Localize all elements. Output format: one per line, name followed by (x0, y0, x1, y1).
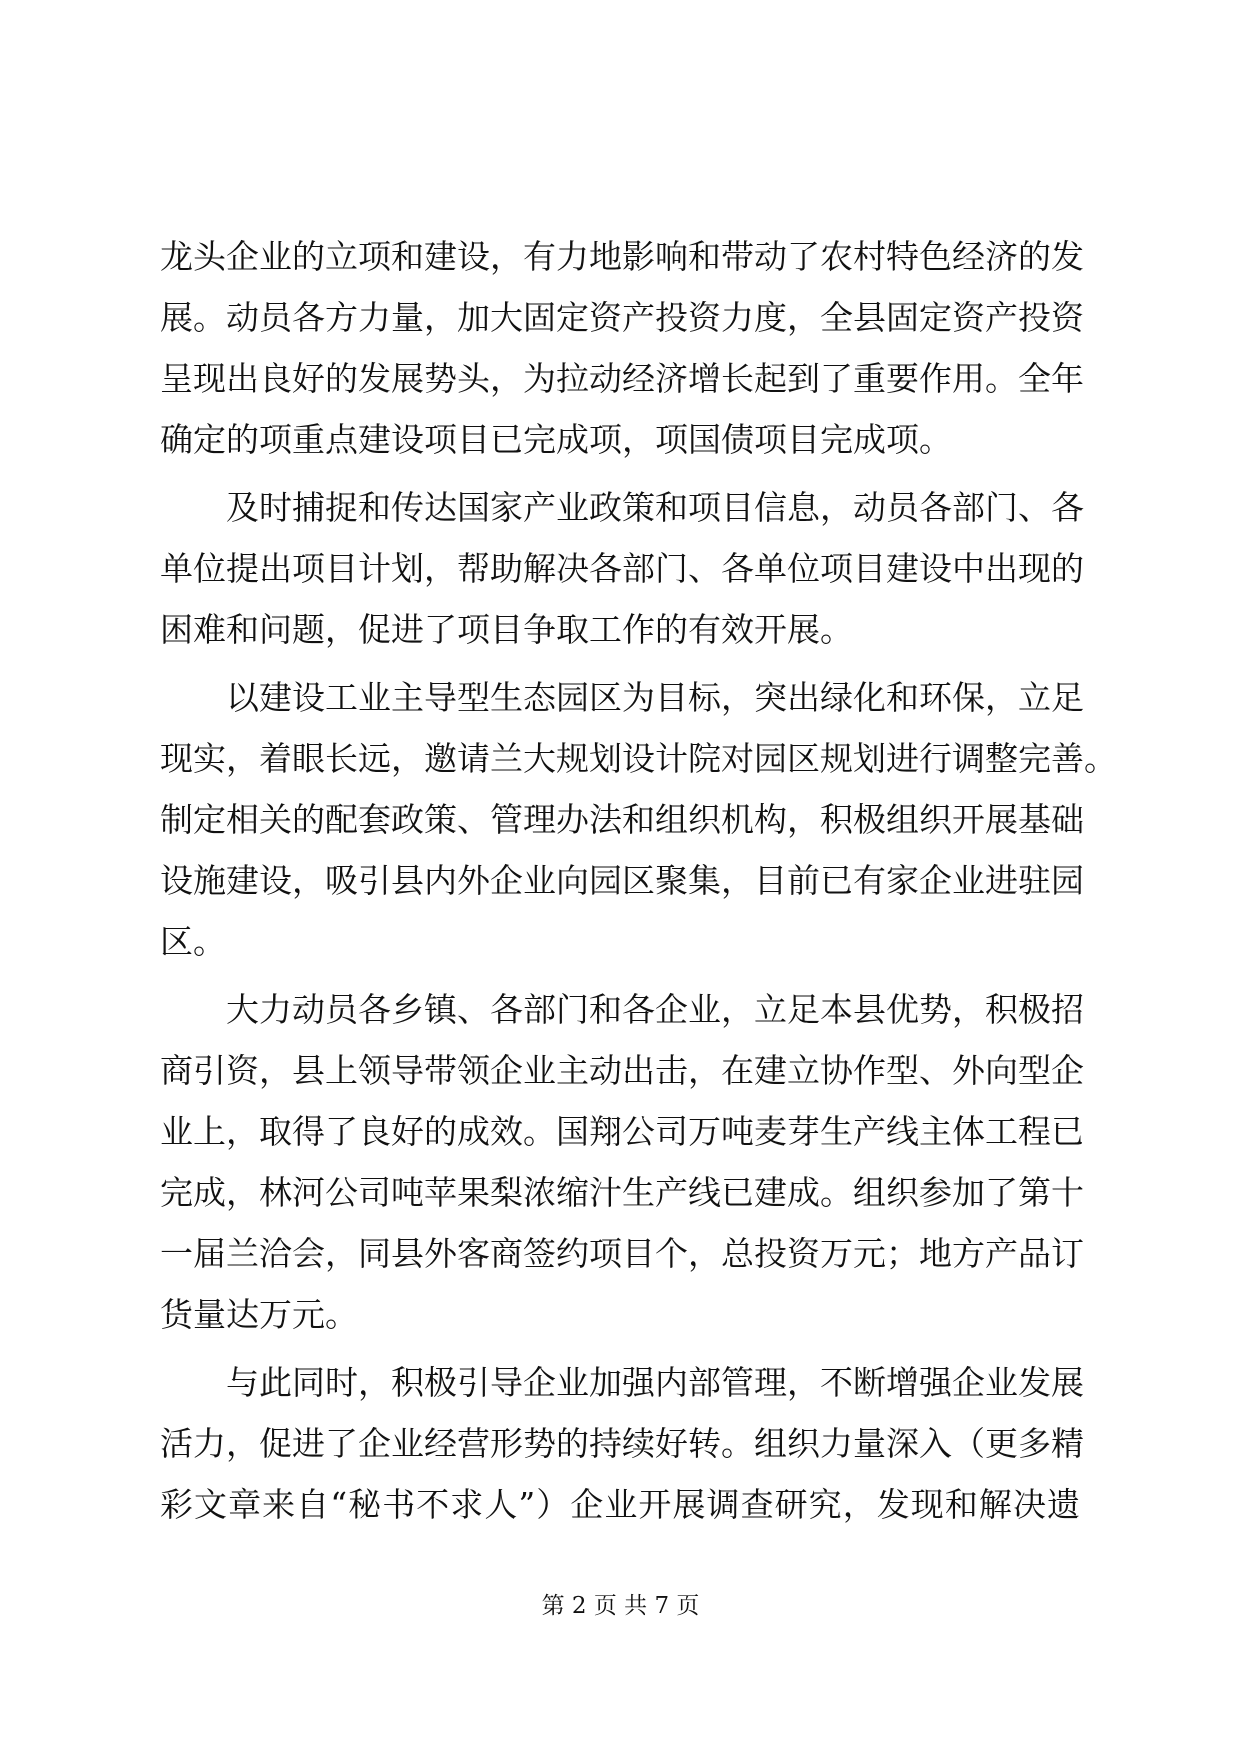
text-line-4: 确定的项重点建设项目已完成项，项国债项目完成项。 (160, 420, 952, 459)
text-line-2: 展。动员各方力量，加大固定资产投资力度，全县固定资产投资 (160, 298, 1084, 337)
text-line-17: 一届兰洽会，同县外客商签约项目个，总投资万元；地方产品订 (160, 1234, 1084, 1273)
text-line-21: 彩文章来自“秘书不求人”）企业开展调查研究，发现和解决遗 (160, 1485, 1080, 1524)
text-line-15: 业上，取得了良好的成效。国翔公司万吨麦芽生产线主体工程已 (160, 1112, 1084, 1151)
text-line-18: 货量达万元。 (160, 1295, 358, 1334)
text-line-19: 与此同时，积极引导企业加强内部管理，不断增强企业发展 (160, 1363, 1084, 1402)
text-line-9: 现实，着眼长远，邀请兰大规划设计院对园区规划进行调整完善。 (160, 739, 1117, 778)
text-line-14: 商引资，县上领导带领企业主动出击，在建立协作型、外向型企 (160, 1051, 1084, 1090)
text-line-16: 完成，林河公司吨苹果梨浓缩汁生产线已建成。组织参加了第十 (160, 1173, 1084, 1212)
text-line-12: 区。 (160, 922, 226, 961)
text-line-5: 及时捕捉和传达国家产业政策和项目信息，动员各部门、各 (160, 488, 1084, 527)
text-line-10: 制定相关的配套政策、管理办法和组织机构，积极组织开展基础 (160, 800, 1084, 839)
text-line-20: 活力，促进了企业经营形势的持续好转。组织力量深入（更多精 (160, 1424, 1084, 1463)
text-line-6: 单位提出项目计划，帮助解决各部门、各单位项目建设中出现的 (160, 549, 1084, 588)
text-line-8: 以建设工业主导型生态园区为目标，突出绿化和环保，立足 (160, 678, 1084, 717)
text-line-7: 困难和问题，促进了项目争取工作的有效开展。 (160, 610, 853, 649)
text-line-1: 龙头企业的立项和建设，有力地影响和带动了农村特色经济的发 (160, 237, 1084, 276)
text-line-13: 大力动员各乡镇、各部门和各企业，立足本县优势，积极招 (160, 990, 1084, 1029)
text-line-3: 呈现出良好的发展势头，为拉动经济增长起到了重要作用。全年 (160, 359, 1084, 398)
page-footer: 第 2 页 共 7 页 (541, 1593, 700, 1619)
text-line-11: 设施建设，吸引县内外企业向园区聚集，目前已有家企业进驻园 (160, 861, 1084, 900)
